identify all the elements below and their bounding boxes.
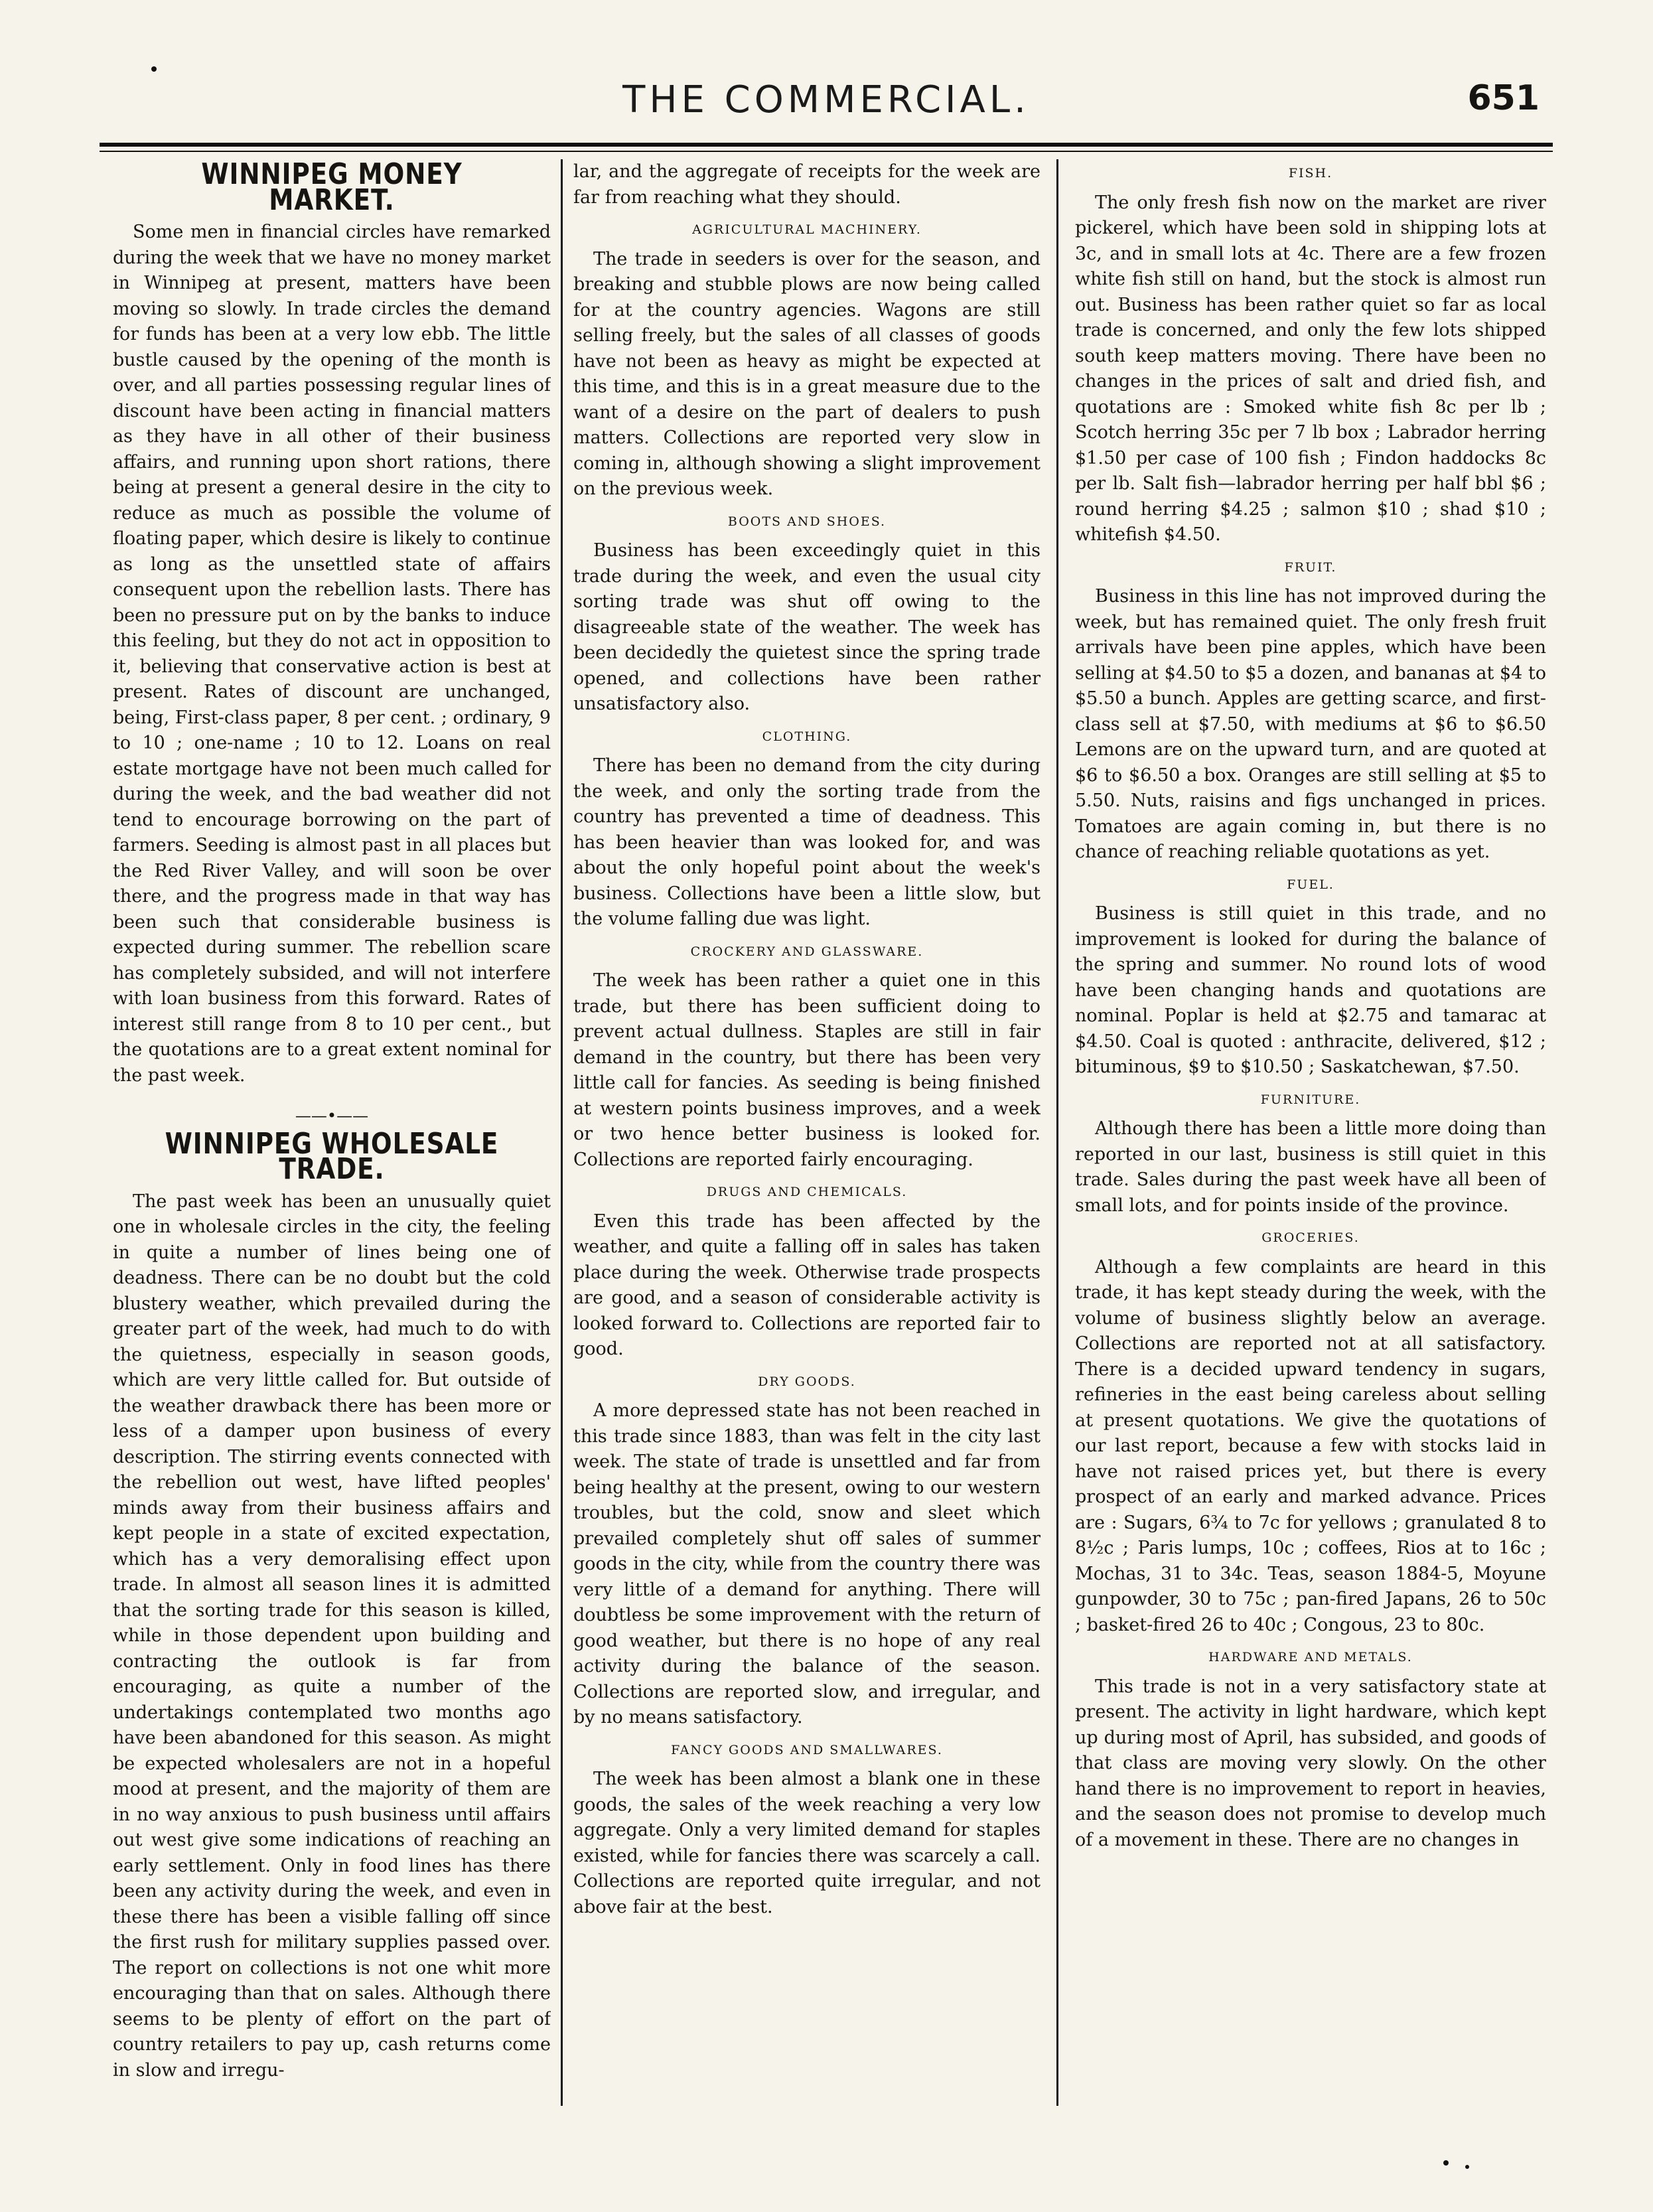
header-rule-thin [100, 151, 1553, 152]
column-divider [1056, 159, 1058, 2106]
subhead-groceries: GROCERIES. [1261, 1230, 1360, 1245]
page-number: 651 [1467, 78, 1540, 118]
header-rule [100, 143, 1553, 147]
article-clothing: There has been no demand from the city during the week, and only the sorting trade from the country has prevented a time of deadness. This has been heavier than was looked for, and was about the only hopeful point about the week's business. Collections have been a little slow, but the volume falling due was light. [573, 755, 1041, 929]
article-fancy-goods: The week has been almost a blank one in these goods, the sales of the week reaching a very low aggregate. Only a very limited demand for staples existed, while for fancies there was scarcely a call. Collections are reported quite irregular, and not above fair at the best. [573, 1769, 1041, 1917]
column-1 [113, 159, 551, 2112]
article-fish: The only fresh fish now on the market are river pickerel, which have been sold in shipping lots at 3c, and in small lots at 4c. There are a few frozen white fish still on hand, but the stock is almost run out. Business has been rather quiet so far as local trade is concerned, and only the few lots shipped south keep matters moving. There have been no changes in the prices of salt and dried fish, and quotations are : Smoked white fish 8c per lb ; Scotch herring 35c per 7 lb box ; Labrador herring $1.50 per case of 100 fish ; Findon haddocks 8c per lb. Salt fish—labrador herring per half bbl $6 ; round herring $4.25 ; salmon $10 ; shad $10 ; whitefish $4.50. [1075, 192, 1546, 545]
subhead-dry-goods: DRY GOODS. [758, 1374, 856, 1389]
subhead-fruit: FRUIT. [1284, 559, 1337, 575]
subhead-crockery: CROCKERY AND GLASSWARE. [690, 944, 924, 959]
headline-wholesale-trade: WINNIPEG WHOLESALE TRADE. [165, 1126, 499, 1186]
article-wholesale-trade: The past week has been an unusually quiet one in wholesale circles in the city, the feeling in quite a number of lines being one of deadness. There can be no doubt but the cold blustery weather, which prevailed during the greater part of the week, had much to do with the quietness, especially in season goods, which are very little called for. But outside of the weather drawback there has been more or less of a damper upon business of every description. The stirring events connected with the rebellion out west, have lifted peoples' minds away from their business affairs and kept people in a state of excited expectation, which has a very demoralising effect upon trade. In almost all season lines it is admitted that the sorting trade for this season is killed, while in those dependent upon building and contracting the outlook is far from encouraging, as quite a number of the undertakings contemplated two months ago have been abandoned for this season. As might be expected wholesalers are not in a hopeful mood at present, and the majority of them are in no way anxious to push business until affairs out west give some indications of reaching an early settlement. Only in food lines has there been any activity during the week, and even in these there has been a visible falling off since the first rush for military supplies passed over. The report on collections is not one whit more encouraging than that on sales. Although there seems to be plenty of effort on the part of country retailers to pay up, cash returns come in slow and irregu- [113, 1191, 551, 2081]
article-fruit: Business in this line has not improved during the week, but has remained quiet. The only fresh fruit arrivals have been pine apples, which have been selling at $4.50 to $5 a dozen, and bananas at $4 to $5.50 a bunch. Apples are getting scarce, and first-class sell at $7.50, with mediums at $6 to $6.50 Lemons are on the upward turn, and are quoted at $6 to $6.50 a box. Oranges are still selling at $5 to 5.50. Nuts, raisins and figs unchanged in prices. Tomatoes are again coming in, but there is no chance of reaching reliable quotations as yet. [1075, 586, 1546, 862]
ink-dot [151, 66, 157, 72]
ink-dot [1465, 2165, 1469, 2169]
masthead [100, 78, 1553, 131]
article-agricultural-machinery: The trade in seeders is over for the season, and breaking and stubble plows are now being called for at the country agencies. Wagons are still selling freely, but the sales of all classes of goods have not been as heavy as might be expected at this time, and this is in a great measure due to the want of a desire on the part of dealers to push matters. Collections are reported very slow in coming in, although showing a slight improvement on the previous week. [573, 248, 1041, 499]
article-drugs: Even this trade has been affected by the weather, and quite a falling off in sales has taken place during the week. Otherwise trade prospects are good, and a season of considerable activity is looked forward to. Collections are reported fair to good. [573, 1211, 1041, 1359]
subhead-furniture: FURNITURE. [1260, 1092, 1361, 1107]
subhead-drugs: DRUGS AND CHEMICALS. [706, 1185, 908, 1199]
publication-title: THE COMMERCIAL. [622, 78, 1030, 121]
subhead-clothing: CLOTHING. [762, 729, 852, 744]
ink-dot [1443, 2160, 1449, 2166]
article-crockery: The week has been rather a quiet one in this trade, but there has been sufficient doing to prevent actual dullness. Staples are still in fair demand in the country, but there has been very little call for fancies. As seeding is being finished at western points business improves, and a week or two hence better business is looked for. Collections are reported fairly encouraging. [573, 970, 1041, 1170]
subhead-fish: FISH. [1288, 166, 1333, 181]
column-3 [1075, 159, 1546, 2112]
column-divider [561, 159, 563, 2106]
article-groceries: Although a few complaints are heard in this trade, it has kept steady during the week, with the volume of business slightly below an average. Collections are reported not at all satisfactory. There is a decided upward tendency in sugars, refineries in the east being careless about selling at present quotations. We give the quotations of our last report, because a few with stocks laid in have not raised prices yet, but there is every prospect of an early and marked advance. Prices are : Sugars, 6¾ to 7c for yellows ; granulated 8 to 8½c ; Paris lumps, 10c ; coffees, Rios at to 16c ; Mochas, 31 to 34c. Teas, season 1884-5, Moyune gunpowder, 30 to 75c ; pan-fired Japans, 26 to 50c ; basket-fired 26 to 40c ; Congous, 23 to 80c. [1075, 1256, 1546, 1635]
article-hardware: This trade is not in a very satisfactory state at present. The activity in light hardware, which kept up during most of April, has subsided, and goods of that class are moving very slowly. On the other hand there is no improvement to report in heavies, and the season does not promise to develop much of a movement in these. There are no changes in [1075, 1676, 1546, 1850]
article-fuel: Business is still quiet in this trade, and no improvement is looked for during the balance of the spring and summer. No round lots of wood have been changing hands and quotations are nominal. Poplar is held at $2.75 and tamarac at $4.50. Coal is quoted : anthracite, delivered, $12 ; bituminous, $9 to $10.50 ; Saskatchewan, $7.50. [1075, 903, 1546, 1077]
article-furniture: Although there has been a little more doing than reported in our last, business is still quiet in this trade. Sales during the past week have all been of small lots, and for points inside of the province. [1075, 1118, 1546, 1216]
column-2 [573, 159, 1041, 2112]
subhead-fuel: FUEL. [1287, 877, 1334, 892]
subhead-agricultural-machinery: AGRICULTURAL MACHINERY. [692, 222, 922, 237]
subhead-boots-shoes: BOOTS AND SHOES. [727, 514, 887, 529]
article-continuation: lar, and the aggregate of receipts for the week are far from reaching what they should. [573, 161, 1041, 208]
subhead-fancy-goods: FANCY GOODS AND SMALLWARES. [671, 1742, 943, 1757]
headline-money-market: WINNIPEG MONEY MARKET. [201, 159, 463, 217]
article-boots-shoes: Business has been exceedingly quiet in this trade during the week, and even the usual city sorting trade was shut off owing to the disagreeable state of the weather. The week has been decidedly the quietest since the spring trade opened, and collections have been rather unsatisfactory also. [573, 540, 1041, 714]
article-dry-goods: A more depressed state has not been reached in this trade since 1883, than was felt in the city last week. The state of trade is unsettled and far from being healthy at the present, owing to our western troubles, but the cold, snow and sleet which prevailed completely shut off sales of summer goods in the city, while from the country there was very little of a demand for anything. There will doubtless be some improvement with the return of good weather, but there is no hope of any real activity during the balance of the season. Collections are reported slow, and irregular, and by no means satisfactory. [573, 1400, 1041, 1728]
article-money-market: Some men in financial circles have remarked during the week that we have no money market in Winnipeg at present, matters have been moving so slowly. In trade circles the demand for funds has been at a very low ebb. The little bustle caused by the opening of the month is over, and all parties possessing regular lines of discount have been acting in financial matters as they have in all other of their business affairs, and running upon short rations, there being at present a general desire in the city to reduce as much as possible the volume of floating paper, which desire is likely to continue as long as the unsettled state of affairs consequent upon the rebellion lasts. There has been no pressure put on by the banks to induce this feeling, but they do not act in opposition to it, believing that conservative action is best at present. Rates of discount are unchanged, being, First-class paper, 8 per cent. ; ordinary, 9 to 10 ; one-name ; 10 to 12. Loans on real estate mortgage have not been much called for during the week, and the bad weather did not tend to encourage borrowing on the part of farmers. Seeding is almost past in all places but the Red River Valley, and will soon be over there, and the progress made in that way has been such that considerable business is expected during summer. The rebellion scare has completely subsided, and will not interfere with loan business from this forward. Rates of interest still range from 8 to 10 per cent., but the quotations are to a great extent nominal for the past week. [113, 222, 551, 1086]
section-divider: ——•—— [295, 1106, 369, 1125]
subhead-hardware: HARDWARE AND METALS. [1208, 1650, 1413, 1664]
